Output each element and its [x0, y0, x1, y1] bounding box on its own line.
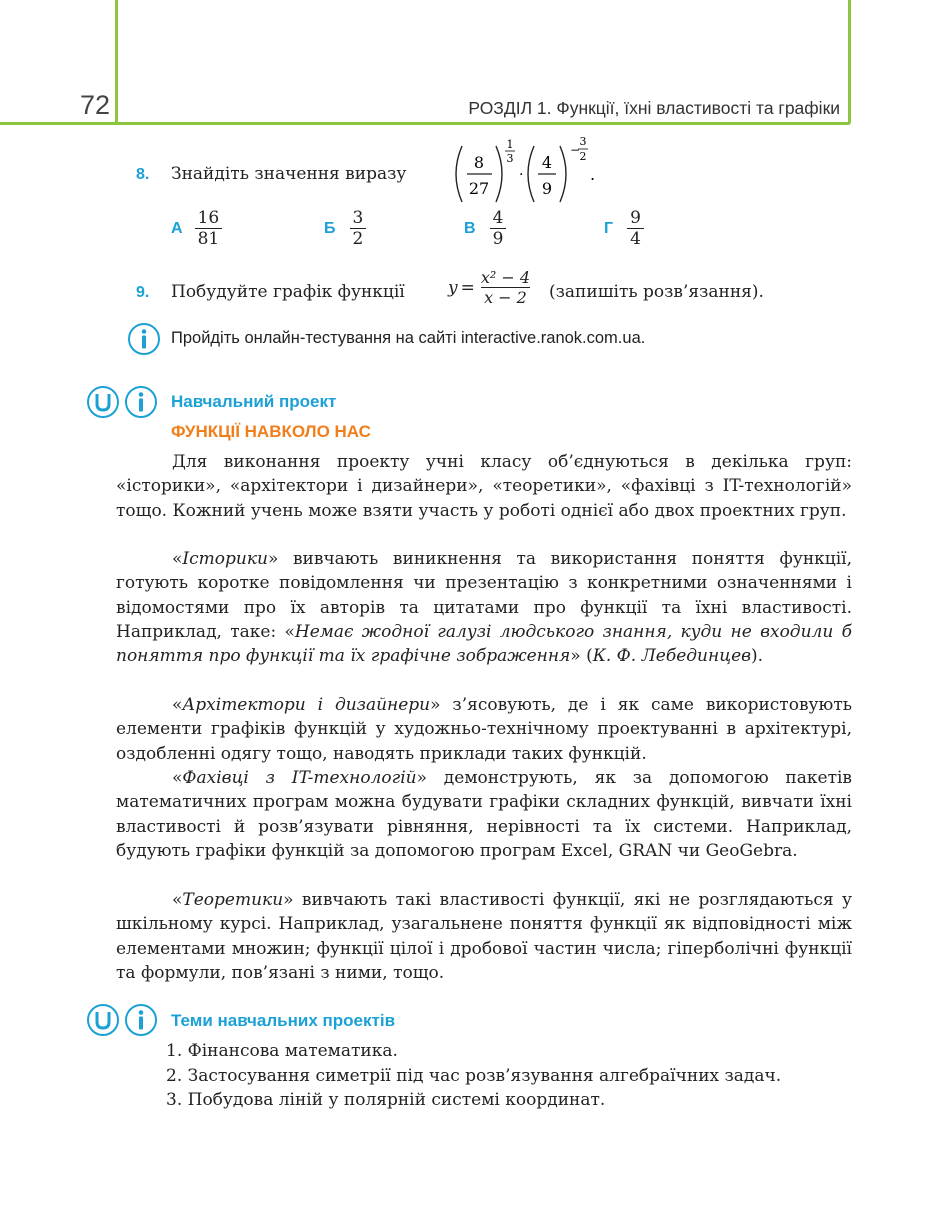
option-c-fraction — [490, 208, 507, 249]
p2-text-c: ). — [751, 646, 764, 667]
exercise-8-text: Знайдіть значення виразу — [171, 164, 407, 184]
formula-fraction — [478, 268, 533, 307]
exercise-8-expression — [448, 132, 608, 212]
formula-y: y — [448, 277, 458, 298]
project-icons — [86, 385, 158, 419]
option-c — [464, 208, 506, 249]
project-title: ФУНКЦІЇ НАВКОЛО НАС — [171, 422, 371, 441]
p2-em: Історики — [182, 549, 268, 569]
expr-f1-den: 27 — [468, 179, 490, 198]
expr-exp1-den: 3 — [506, 152, 514, 165]
expr-exp2-sign: − — [570, 143, 581, 157]
p5-text: вивчають такі властивості функції, які не розглядаються у шкільному курсі. Наприклад, узагальнене поняття функції як відповідності між елементами множин; функції цілої і дробової частин числа; гіперболічні функції та формули, пов’язані з ними, тощо. — [116, 890, 852, 983]
list-item: 2. Застосування симетрії під час розв’язування алгебраїчних задач. — [166, 1065, 782, 1086]
option-a-den: 81 — [195, 228, 223, 249]
exercise-9-formula — [448, 268, 533, 307]
p2-text-a: вивчають виникнення та використання поняття функції, готують коротке повідомлення чи презентацію з конкретними означеннями і відомостями про їх авторів та цитатами про функції та їхні властивості. Наприклад, таке: « — [116, 549, 852, 642]
running-title: РОЗДІЛ 1. Функції, їхні властивості та графіки — [468, 98, 840, 118]
option-d-den: 4 — [627, 228, 644, 249]
u-icon — [86, 385, 120, 419]
info-icon — [127, 322, 161, 360]
project-label: Навчальний проект — [171, 392, 337, 411]
list-item: 3. Побудова ліній у полярній системі координат. — [166, 1090, 606, 1110]
option-b-num: 3 — [352, 208, 364, 228]
expr-exp2-num: 3 — [579, 135, 587, 148]
list-item: 1. Фінансова математика. — [166, 1041, 398, 1061]
option-a-fraction — [195, 208, 223, 249]
project-paragraph-3: «Архітектори і дизайнери» з’ясовують, де і як саме використовують елементи графіків функцій у художньо-технічному проектуванні в архітектурі, оздобленні одягу тощо, наводять приклади таких функцій. — [116, 695, 852, 764]
option-d — [604, 208, 644, 249]
info-icon — [124, 1003, 158, 1037]
option-d-num: 9 — [630, 208, 641, 228]
expr-f2-num: 4 — [541, 153, 553, 172]
option-c-den: 9 — [490, 228, 507, 249]
expr-end: . — [590, 165, 596, 184]
p4-text: демонструють, як за допомогою пакетів математичних програм можна будувати графіки складних функцій, вивчати їхні властивості й розв’язувати рівняння, нерівності та їх системи. Наприклад, будують графіки функцій за допомогою програм Excel, GRAN чи GeoGebra. — [116, 768, 852, 861]
project-paragraph-1: Для виконання проекту учні класу об’єднуються в декілька груп: «історики», «архітектори і дизайнери», «теоретики», «фахівці з IT-технологій» тощо. Кожний учень може взяти участь у роботі однієї або двох проектних груп. — [116, 452, 852, 521]
exercise-9-number: 9. — [136, 284, 150, 301]
option-b-den: 2 — [350, 228, 367, 249]
page-number: 72 — [80, 90, 111, 120]
u-icon — [86, 1003, 120, 1037]
expr-exp1-num: 1 — [506, 138, 514, 151]
expr-dot: · — [519, 167, 524, 183]
exercise-8-number: 8. — [136, 166, 150, 183]
online-test-text: Пройдіть онлайн-тестування на сайті interactive.ranok.com.ua. — [171, 329, 646, 347]
option-b — [324, 208, 366, 249]
header-frame-horizontal — [0, 122, 848, 125]
p2-quote: Немає жодної галузі людського знання, куди не входили б поняття про функції та їх графічне зображення — [116, 621, 852, 667]
header-frame-right — [848, 0, 851, 125]
option-b-letter: Б — [324, 219, 336, 237]
p2-author: К. Ф. Лебединцев — [592, 646, 752, 667]
topics-label: Теми навчальних проектів — [171, 1011, 396, 1030]
exercise-9-text: Побудуйте графік функції — [171, 282, 405, 302]
p3-text: з’ясовують, де і як саме використовують елементи графіків функцій у художньо-технічному проектуванні в архітектурі, оздобленні одягу тощо, наводять приклади таких функцій. — [116, 695, 852, 764]
option-c-letter: В — [464, 219, 476, 237]
option-a-letter: А — [171, 219, 183, 237]
option-d-fraction — [627, 208, 644, 249]
p5-em: Теоретики — [182, 890, 284, 910]
topics-list — [166, 1039, 781, 1113]
option-a-num: 16 — [197, 208, 220, 228]
p3-em: Архітектори і дизайнери — [182, 695, 431, 715]
option-a — [171, 208, 222, 249]
topics-icons — [86, 1003, 158, 1037]
header-frame-vertical — [115, 0, 118, 122]
expr-exp2-den: 2 — [579, 150, 587, 163]
option-c-num: 4 — [492, 208, 504, 228]
option-d-letter: Г — [604, 219, 614, 237]
formula-num: x² − 4 — [480, 268, 531, 287]
project-paragraph-5: «Теоретики» вивчають такі властивості функції, які не розглядаються у шкільному курсі. Наприклад, узагальнене поняття функції як відповідності між елементами множин; функції цілої і дробової частин числа; гіперболічні функції та формули, пов’язані з ними, тощо. — [116, 890, 852, 983]
expr-f1-num: 8 — [473, 153, 485, 172]
formula-den: x − 2 — [481, 287, 530, 307]
formula-eq: = — [460, 277, 475, 298]
expr-f2-den: 9 — [541, 179, 553, 198]
p4-em: Фахівці з IT-технологій — [182, 768, 417, 788]
project-paragraph-2: «Історики» вивчають виникнення та використання поняття функції, готують коротке повідомлення чи презентацію з конкретними означеннями і відомостями про їх авторів та цитатами про функції та їхні властивості. Наприклад, таке: «Немає жодної галузі людського знання, куди не входили б поняття про функції та їх графічне зображення» (К. Ф. Лебединцев). — [116, 549, 852, 667]
option-b-fraction — [350, 208, 367, 249]
p2-text-b: » ( — [570, 646, 593, 667]
exercise-9-suffix: (запишіть розв’язання). — [549, 282, 764, 302]
project-paragraph-4: «Фахівці з IT-технологій» демонструють, як за допомогою пакетів математичних програм можна будувати графіки складних функцій, вивчати їхні властивості й розв’язувати рівняння, нерівності та їх системи. Наприклад, будують графіки функцій за допомогою програм Excel, GRAN чи GeoGebra. — [116, 768, 852, 861]
info-icon — [124, 385, 158, 419]
